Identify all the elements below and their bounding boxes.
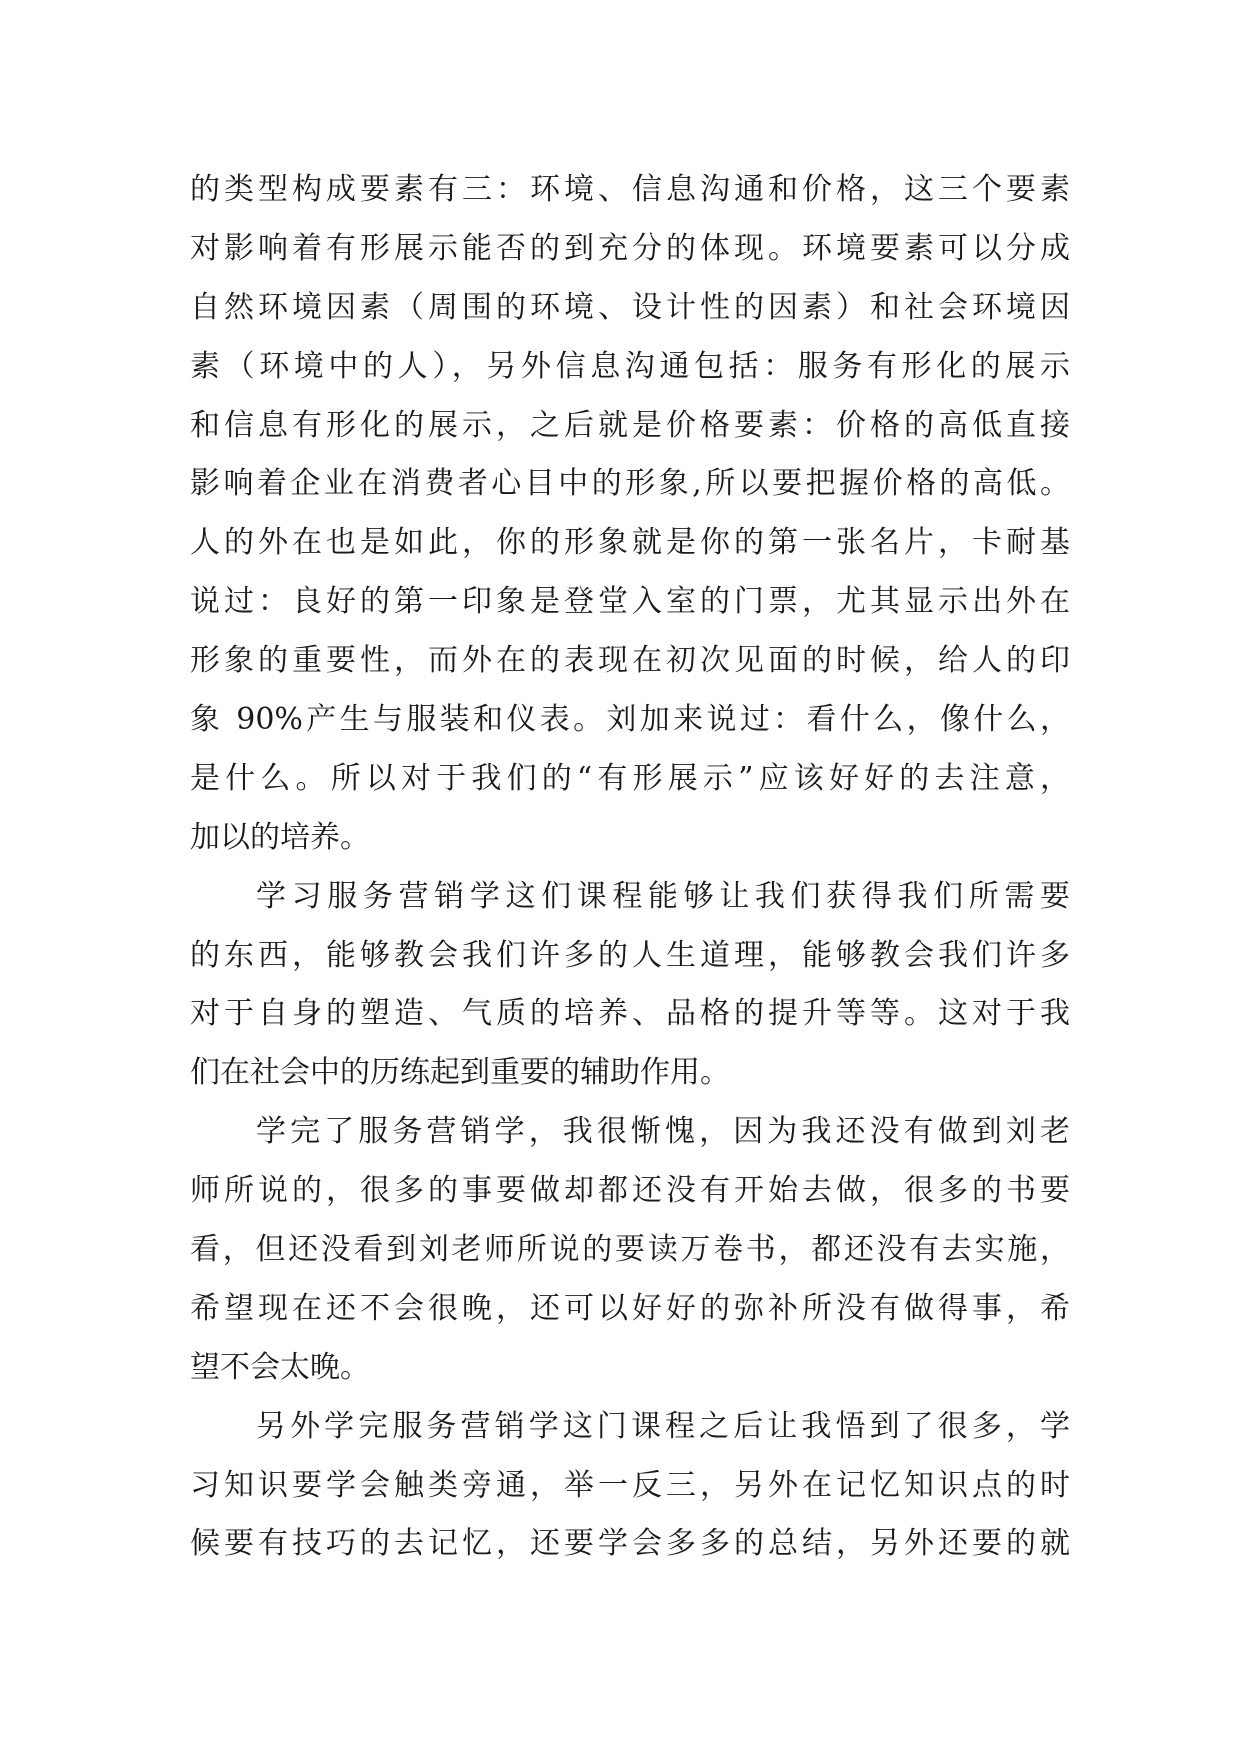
- text-line: 们在社会中的历练起到重要的辅助作用。: [190, 1055, 730, 1091]
- text-line: 说过：良好的第一印象是登堂入室的门票，尤其显示出外在: [190, 584, 1070, 620]
- text-line: 看，但还没看到刘老师所说的要读万卷书，都还没有去实施，: [190, 1232, 1070, 1268]
- text-line: 象 90%产生与服装和仪表。刘加来说过：看什么，像什么，: [190, 702, 1070, 738]
- text-line: 候要有技巧的去记忆，还要学会多多的总结，另外还要的就: [190, 1526, 1070, 1562]
- text-line: 形象的重要性，而外在的表现在初次见面的时候，给人的印: [190, 643, 1070, 679]
- text-line: 希望现在还不会很晚，还可以好好的弥补所没有做得事，希: [190, 1290, 1070, 1326]
- text-line: 是什么。所以对于我们的“有形展示”应该好好的去注意，: [190, 760, 1070, 796]
- text-line: 望不会太晚。: [190, 1349, 370, 1385]
- text-line: 学习服务营销学这们课程能够让我们获得我们所需要: [256, 878, 1070, 914]
- text-line: 的东西，能够教会我们许多的人生道理，能够教会我们许多: [190, 937, 1070, 973]
- body-text: [190, 161, 1070, 1574]
- text-line: 习知识要学会触类旁通，举一反三，另外在记忆知识点的时: [190, 1467, 1070, 1503]
- text-line: 师所说的，很多的事要做却都还没有开始去做，很多的书要: [190, 1173, 1070, 1209]
- text-line: 自然环境因素（周围的环境、设计性的因素）和社会环境因: [190, 289, 1070, 325]
- text-line: 另外学完服务营销学这门课程之后让我悟到了很多，学: [256, 1408, 1070, 1444]
- text-line: 加以的培养。: [190, 819, 370, 855]
- text-line: 素（环境中的人），另外信息沟通包括：服务有形化的展示: [190, 348, 1070, 384]
- text-line: 对影响着有形展示能否的到充分的体现。环境要素可以分成: [190, 230, 1070, 266]
- text-line: 对于自身的塑造、气质的培养、品格的提升等等。这对于我: [190, 996, 1070, 1032]
- text-line: 学完了服务营销学，我很惭愧，因为我还没有做到刘老: [256, 1114, 1070, 1150]
- text-line: 人的外在也是如此，你的形象就是你的第一张名片，卡耐基: [190, 525, 1070, 561]
- text-line: 的类型构成要素有三：环境、信息沟通和价格，这三个要素: [190, 172, 1070, 207]
- text-line: 和信息有形化的展示，之后就是价格要素：价格的高低直接: [190, 407, 1070, 443]
- text-line: 影响着企业在消费者心目中的形象,所以要把握价格的高低。: [190, 466, 1070, 502]
